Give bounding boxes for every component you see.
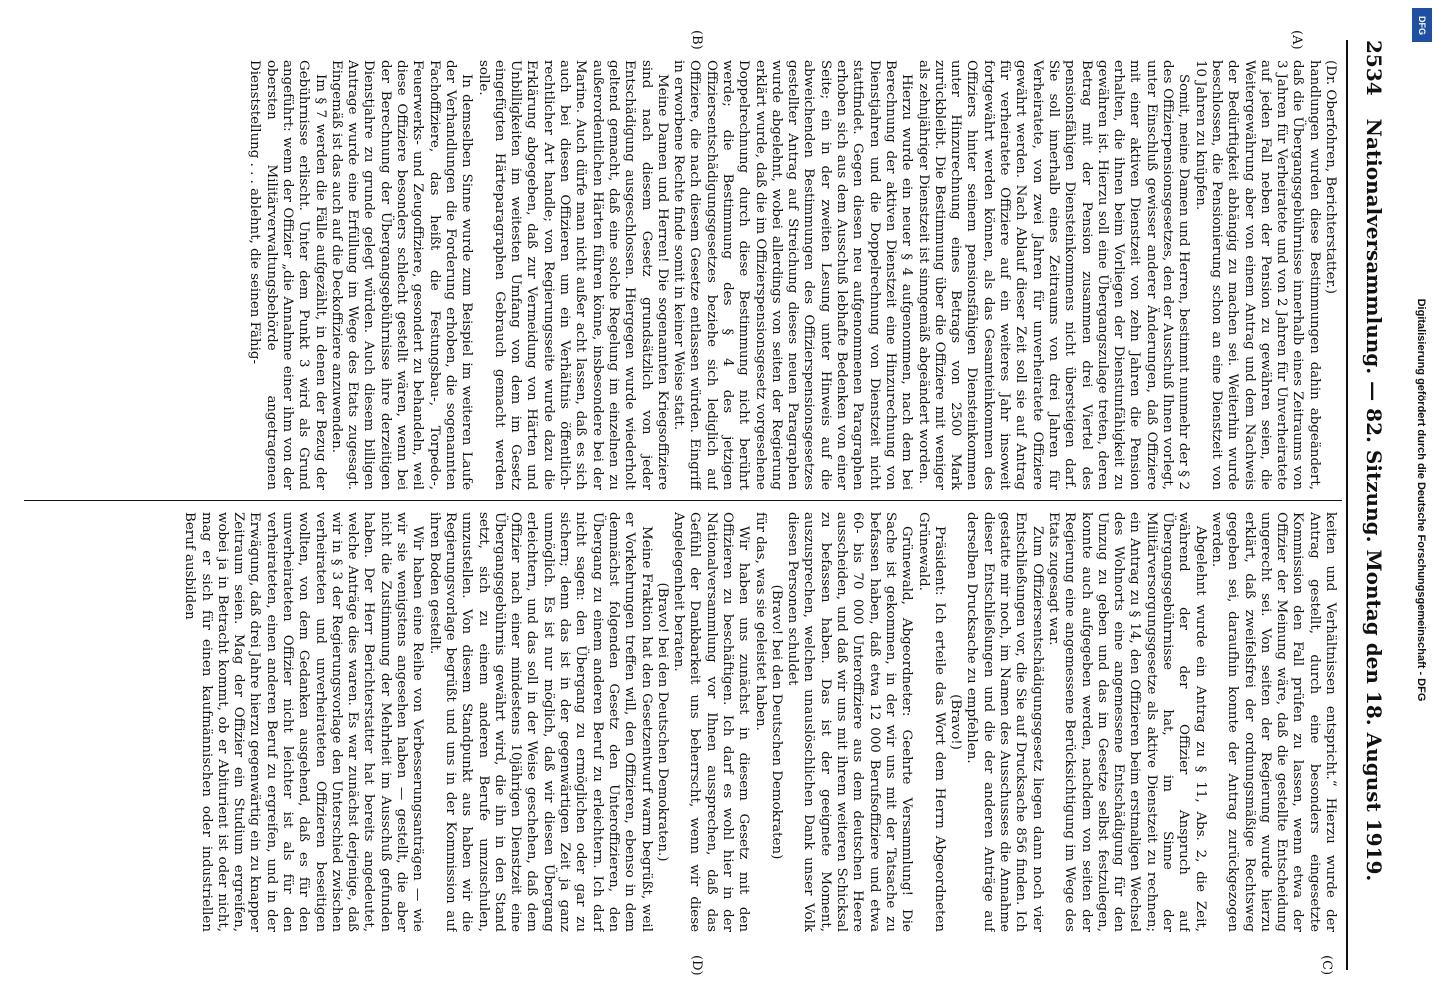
right-paragraph: Zum Offiziersentschädigungsgesetz liegen dann noch vier Entschließungen vor, die Sie auf Drucksache 856 finden. Ich gestatte mir noch, im Namen des Ausschusses die Annahme dieser Entschließungen und die der anderen Anträge auf derselben Drucksache zu empfehlen. bbox=[964, 512, 1045, 932]
margin-marker-b: (B) bbox=[689, 30, 704, 50]
interjection: (Bravo! bei den Deutschen Demokraten) bbox=[768, 584, 784, 860]
speaker-line: (Dr. Oberfohren, Berichterstatter.) bbox=[1323, 60, 1338, 294]
president-statement: Präsident: Ich erteile das Wort dem Herrn Abgeordneten Grünewald. bbox=[915, 512, 947, 932]
left-paragraph: Hierzu wurde ein neuer § 4 aufgenommen, nach dem bei Berechnung der aktiven Dienstzeit eine Hinzurechnung von Dienstjahren und die Doppelrechnung von Dienstzeit nicht stattfindet. Gegen diesen neu aufgenommenen Paragraphen erhoben sich aus dem Ausschuß lebhafte Bedenken von einer Seite; ein in der zweiten Lesung unter Hinweis auf die abweichenden Bestimmungen des Offizierspensionsgesetzes gestellter Antrag auf Streichung dieses neuen Paragraphen wurde abgelehnt, wobei allerdings von seiten der Regierung erklärt wurde, daß die im Offizierspensionsgesetz vorgesehene Doppelrechnung durch diese Bestimmung nicht berührt werde; die Bestimmung des § 4 des jetzigen Offiziersentschädigungsgesetzes beziehe sich lediglich auf Offiziere, die nach diesem Gesetze entlassen würden. Eingriff in erworbene Rechte finde somit in keiner Weise statt. bbox=[671, 60, 915, 490]
left-paragraph: Somit, meine Damen und Herren, bestimmt nunmehr der § 2 des Offizierpensionsgesetzes, den der Ausschuß Ihnen vorlegt, unter Einschluß gewisser anderer Änderungen, daß Offiziere mit einer aktiven Dienstzeit von zehn Jahren die Pension erhalten, die ihnen beim Vorliegen der Dienstunfähigkeit zu gewähren ist. Hierzu soll eine Übergangszulage treten, deren Betrag mit der Pension zusammen drei Viertel des pensionsfähigen Diensteinkommens nicht übersteigen darf. Sie soll innerhalb eines Zeitraums von drei Jahren für Verheiratete, von zwei Jahren für unverheiratete Offiziere gewährt werden. Nach Ablauf dieser Zeit soll sie auf Antrag für verheiratete Offiziere auf ein weiteres Jahr insoweit fortgewährt werden können, als das Gesamteinkommen des Offiziers hinter seinem pensionsfähigen Diensteinkommen unter Hinzurechnung eines Betrags von 2500 Mark zurückbleibt. Die Bestimmung über die Offiziere mit weniger als zehnjähriger Dienstzeit ist sinngemäß abgeändert worden. bbox=[915, 60, 1192, 490]
margin-marker-c: (C) bbox=[1319, 955, 1334, 976]
left-paragraph: handlungen wurden diese Bestimmungen dahin abgeändert, daß die Übergangsgebührnisse innerhalb eines Zeitraums von 3 Jahren für Verheiratete und von 2 Jahren für Unverheiratete auf jeden Fall neben der Pension zu gewähren seien, die Weitergewährung aber von einem Antrag und dem Nachweis der Bedürftigkeit abhängig zu machen sei. Weiterhin wurde beschlossen, die Pensionierung schon an eine Dienstzeit von 10 Jahren zu knüpfen. bbox=[1192, 60, 1322, 490]
page-header bbox=[1354, 0, 1394, 1000]
margin-marker-a: (A) bbox=[1289, 30, 1304, 50]
speech-gruenewald: Grünewald, Abgeordneter: Geehrte Versammlung! Die Sache ist gekommen, in der wir uns mit der Tatsache zu befassen haben, daß etwa 12 000 Berufsoffiziere und etwa 60- bis 70 000 Unteroffiziere aus dem deutschen Heere ausscheiden, und daß wir uns mit ihrem weiteren Schicksal zu befassen haben. Das ist der geeignete Moment, auszusprechen, welchen unauslöschlichen Dank unser Volk diesen Personen schuldet bbox=[785, 512, 915, 932]
left-paragraph: Im § 7 werden die Fälle aufgezählt, in denen der Bezug der Gebührnisse erlischt. Unter dem Punkt 3 wird als Grund angeführt: wenn der Offizier „die Annahme einer ihm von der obersten Militärverwaltungsbehörde angetragenen Dienststellung . . . ablehnt, die seinen Fähig- bbox=[247, 60, 328, 490]
page-number: 2534 bbox=[1362, 40, 1386, 96]
left-paragraph: In demselben Sinne wurde zum Beispiel im weiteren Laufe der Verhandlungen die Forderung erhoben, die sogenannten Fachoffiziere, das heißt die Festungsbau-, Torpedo-, Feuerwerks- und Zeugoffiziere, gesondert zu behandeln, weil diese Offiziere besonders schlecht gestellt wären, wenn bei der Berechnung der Übergangsgebührnisse ihre derzeitigen Dienstjahre zu grunde gelegt würden. Auch diesem billigen Antrage wurde eine Erfüllung im Wege des Etats zugesagt. Eingemäß ist das auch auf die Deckoffiziere anzuwenden. bbox=[328, 60, 475, 490]
column-divider bbox=[24, 500, 1342, 501]
right-paragraph: Meine Fraktion hat den Gesetzentwurf warm begrüßt, weil er Vorkehrungen treffen will, den Offizieren, ebenso in dem demnächst folgenden Gesetz den Unteroffizieren, den Übergang zu einem anderen Beruf zu erleichtern. Ich darf nicht sagen: den Übergang zu ermöglichen oder gar zu sichern; denn das ist in der gegenwärtigen Zeit ja ganz unmöglich. Es ist nur möglich, daß wir diesen Übergang erleichtern, und das soll in der Weise geschehen, daß dem Offizier nach einer mindestens 10jährigen Dienstzeit eine Übergangsgebührnis gewährt wird, die ihn in den Stand setzt, sich zu einem anderen Berufe umzuschulen, umzustellen. Von diesem Standpunkt aus haben wir die Regierungsvorlage begrüßt und uns in der Kommission auf ihren Boden gestellt. bbox=[426, 512, 654, 932]
dfg-logo-icon: DFG bbox=[1412, 8, 1432, 42]
digitization-note bbox=[1410, 0, 1432, 1000]
right-paragraph: Wir haben uns zunächst in diesem Gesetz mit den Offizieren zu beschäftigen. Ich darf es wohl hier in der Nationalversammlung vor Ihnen aussprechen, daß das Gefühl der Dankbarkeit uns beherrscht, wenn wir diese Angelegenheit beraten. bbox=[671, 512, 752, 932]
right-paragraph: Wir haben eine Reihe von Verbesserungsanträgen — wie wir sie wenigstens angesehen haben — gestellt, die aber nicht die Zustimmung der Mehrheit im Ausschuß gefunden haben. Der Herr Berichterstatter hat bereits angedeutet, welche Anträge dies waren. Es war zunächst derjenige, daß wir in § 3 der Regierungsvorlage den Unterschied zwischen verheirateten und unverheirateten Offizieren beseitigen wollten, von dem Gedanken ausgehend, daß es für den unverheirateten Offizier nicht leichter ist als für den verheirateten, einen anderen Beruf zu ergreifen, und in der Erwägung, daß drei Jahre hierzu gegenwärtig ein zu knapper Zeitraum seien. Mag der Offizier ein Studium ergreifen, wobei ja in Betracht kommt, ob er Abiturient ist oder nicht, mag er sich für einen kaufmännischen oder industriellen Beruf ausbilden bbox=[182, 512, 426, 932]
right-paragraph: keiten und Verhältnissen entspricht.“ Hierzu wurde der Antrag gestellt, durch eine besonders eingesetzte Kommission den Fall prüfen zu lassen, wenn etwa der Offizier der Meinung wäre, daß die gestellte Entscheidung ungerecht sei. Von seiten der Regierung wurde hierzu erklärt, daß zweifelsfrei der ordnungsmäßige Rechtsweg gegeben sei, daraufhin konnte der Antrag zurückgezogen werden. bbox=[1208, 512, 1338, 932]
digitization-note-text: Digitalisierung gefördert durch die Deutsche Forschungsgemeinschaft - DFG bbox=[1415, 298, 1427, 702]
left-column bbox=[24, 60, 1338, 490]
left-paragraph: Meine Damen und Herren! Die sogenannten Kriegsoffiziere sind nach diesem Gesetz grundsätzlich von jeder Entschädigung ausgeschlossen. Hiergegen wurde wiederholt geltend gemacht, daß eine solche Regelung im einzelnen zu außerordentlichen Härten führen könne, insbesondere bei der Marine. Auch dürfe man nicht außer acht lassen, daß es sich auch bei diesen Offizieren um ein Verhältnis öffentlich-rechtlicher Art handle; von Regierungsseite wurde dazu die Erklärung abgegeben, daß zur Vermeidung von Härten und Unbilligkeiten im weitesten Umfang von dem im Gesetz eingefügten Härteparagraphen Gebrauch gemacht werden solle. bbox=[475, 60, 670, 490]
header-rule bbox=[1346, 40, 1348, 970]
interjection: (Bravo!) bbox=[948, 694, 964, 750]
right-paragraph: Abgelehnt wurde ein Antrag zu § 11, Abs. 2, die Zeit, während der der Offizier Anspruch auf Übergangsgebührnisse hat, im Sinne der Militärversorgungsgesetze als aktive Dienstzeit zu rechnen; ein Antrag zu § 14, den Offizieren beim erstmaligen Wechsel des Wohnorts eine angemessene Entschädigung für den Umzug zu geben und das im Gesetze selbst festzulegen, konnte auch aufgegeben werden, nachdem von seiten der Regierung eine angemessene Berücksichtigung im Wege des Etats zugesagt war. bbox=[1045, 512, 1208, 932]
running-title: Nationalversammlung. — 82. Sitzung. Montag den 18. August 1919. bbox=[1362, 118, 1386, 882]
right-column bbox=[24, 512, 1338, 932]
margin-marker-d: (D) bbox=[689, 955, 704, 976]
interjection: (Bravo! bei den Deutschen Demokraten.) bbox=[654, 582, 670, 862]
right-paragraph: für das, was sie geleistet haben. bbox=[752, 512, 768, 731]
